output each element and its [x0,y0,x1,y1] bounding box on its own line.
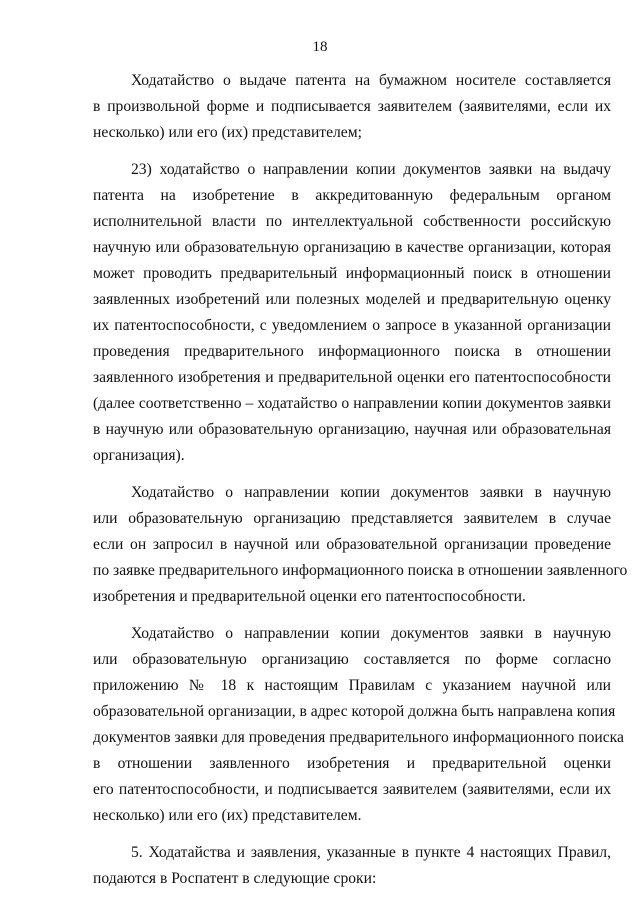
page-number: 18 [312,39,328,55]
paragraph-paper-patent [93,68,611,146]
text-line: Ходатайство о направлении копии документов заявки в научную [131,625,611,642]
text-line: научную или образовательную организацию в качестве организации, которая [93,239,611,256]
text-line: патента на изобретение в аккредитованную федеральным органом [93,187,611,204]
text-line: или образовательную организацию составляется по форме согласно [93,651,611,668]
text-line: заявленного изобретения и предварительной оценки его патентоспособности [93,369,611,386]
text-line: проведения предварительного информационного поиска в отношении [93,343,611,360]
paragraph-item-5 [93,840,611,892]
text-line: его патентоспособности, и подписывается заявителем (заявителями, если их [93,781,611,798]
text-line: изобретения и предварительной оценки его патентоспособности. [93,588,526,605]
text-line: образовательной организации, в адрес которой должна быть направлена копия [93,703,616,720]
text-line: приложению № 18 к настоящим Правилам с указанием научной или [93,677,611,694]
text-line: исполнительной власти по интеллектуальной собственности российскую [93,213,611,230]
text-line: 23) ходатайство о направлении копии документов заявки на выдачу [131,161,611,178]
text-line: 5. Ходатайства и заявления, указанные в пункте 4 настоящих Правил, [131,844,611,861]
text-line: их патентоспособности, с уведомлением о запросе в указанной организации [93,317,611,334]
text-line: в отношении заявленного изобретения и предварительной оценки [93,755,611,772]
paragraph-petition-form [93,621,624,829]
text-line: (далее соответственно – ходатайство о направлении копии документов заявки [93,395,611,412]
text-line: подаются в Роспатент в следующие сроки: [93,870,377,887]
paragraph-item-23 [93,157,611,469]
text-line: если он запросил в научной или образовательной организации проведение [93,536,611,553]
body-text [93,68,628,903]
text-line: Ходатайство о направлении копии документов заявки в научную [131,484,611,501]
text-line: организация). [93,447,185,464]
text-line: документов заявки для проведения предварительного информационного поиска [93,729,624,746]
text-line: по заявке предварительного информационного поиска в отношении заявленного [93,562,628,579]
text-line: или образовательную организацию представляется заявителем в случае [93,510,611,527]
text-line: заявленных изобретений или полезных моделей и предварительную оценку [93,291,611,308]
text-line: Ходатайство о выдаче патента на бумажном носителе составляется [131,72,611,89]
text-line: может проводить предварительный информационный поиск в отношении [93,265,611,282]
text-line: несколько) или его (их) представителем; [93,124,362,141]
text-line: в произвольной форме и подписывается заявителем (заявителями, если их [93,98,611,115]
text-line: в научную или образовательную организацию, научная или образовательная [93,421,611,438]
paragraph-petition-submission [93,480,628,610]
text-line: несколько) или его (их) представителем. [93,807,362,824]
